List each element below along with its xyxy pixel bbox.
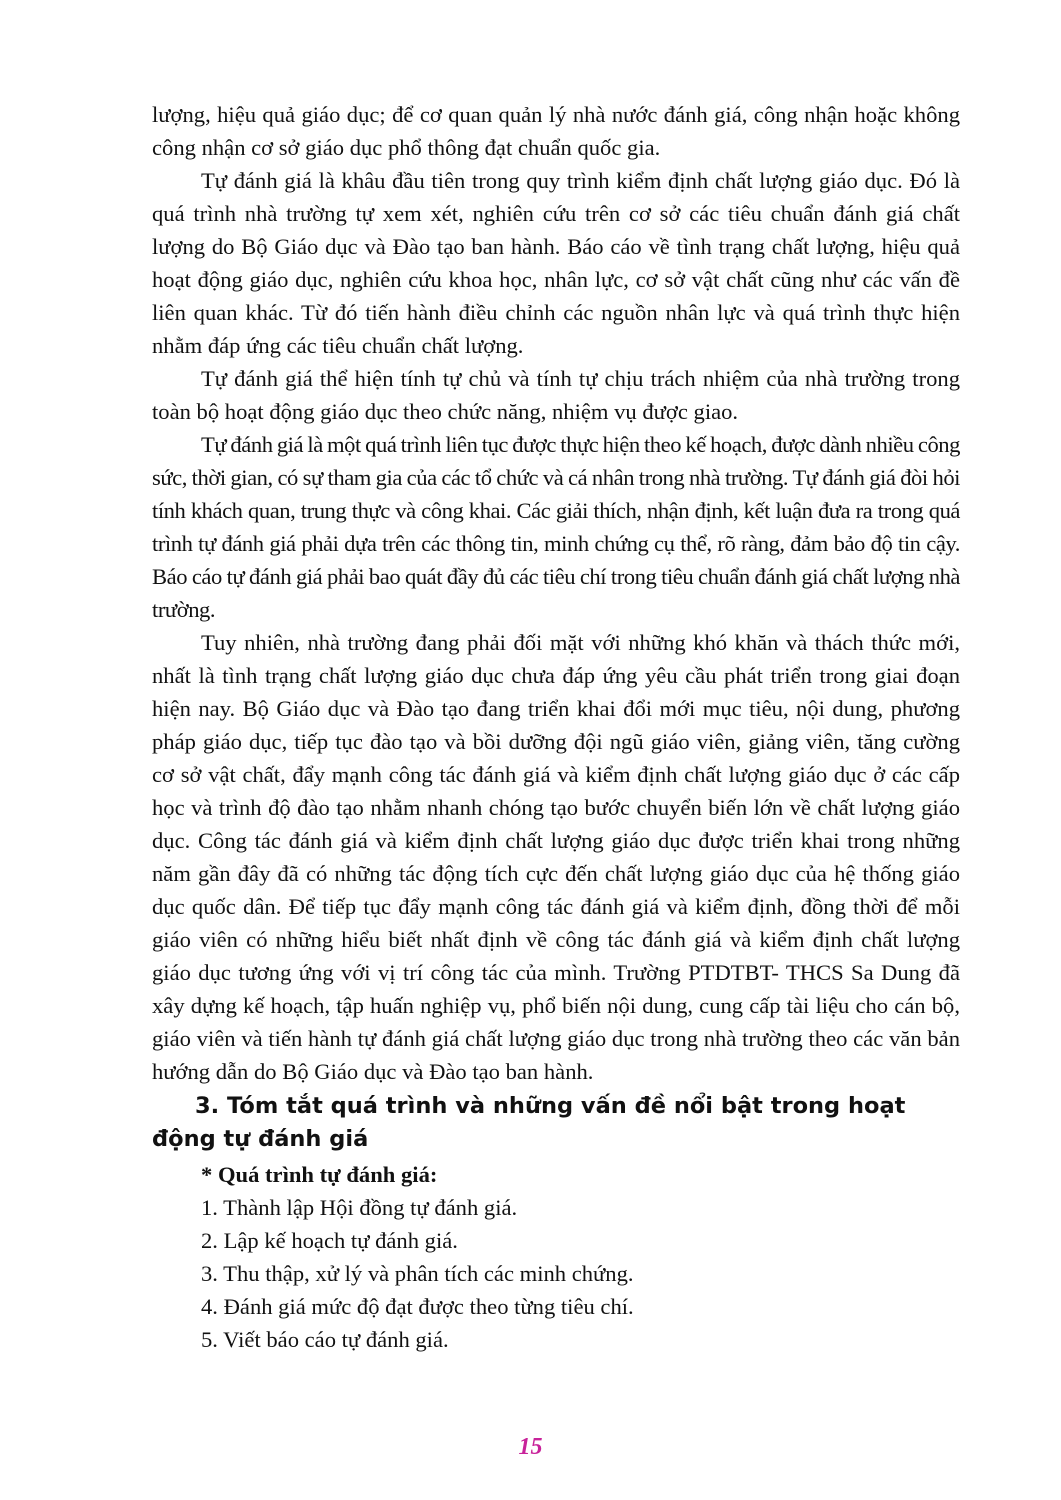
process-steps-list [152,1191,960,1356]
list-item: 3. Thu thập, xử lý và phân tích các minh chứng. [201,1261,634,1286]
paragraph-continuation: lượng, hiệu quả giáo dục; để cơ quan quản lý nhà nước đánh giá, công nhận hoặc không công nhận cơ sở giáo dục phổ thông đạt chuẩn quốc gia. [152,102,960,160]
list-item: 4. Đánh giá mức độ đạt được theo từng tiêu chí. [201,1294,634,1319]
list-item: 1. Thành lập Hội đồng tự đánh giá. [201,1195,518,1220]
document-page [152,98,960,1356]
paragraph-autonomy: Tự đánh giá thể hiện tính tự chủ và tính tự chịu trách nhiệm của nhà trường trong toàn bộ hoạt động giáo dục theo chức năng, nhiệm vụ được giao. [152,366,960,424]
paragraph-self-assessment-definition: Tự đánh giá là khâu đầu tiên trong quy trình kiểm định chất lượng giáo dục. Đó là quá trình nhà trường tự xem xét, nghiên cứu trên cơ sở các tiêu chuẩn đánh giá chất lượng do Bộ Giáo dục và Đào tạo ban hành. Báo cáo về tình trạng chất lượng, hiệu quả hoạt động giáo dục, nghiên cứu khoa học, nhân lực, cơ sở vật chất cũng như các vấn đề liên quan khác. Từ đó tiến hành điều chỉnh các nguồn nhân lực và quá trình thực hiện nhằm đáp ứng các tiêu chuẩn chất lượng. [152,168,960,358]
section-heading: 3. Tóm tắt quá trình và những vấn đề nổi bật trong hoạt động tự đánh giá [152,1093,906,1152]
list-item: 2. Lập kế hoạch tự đánh giá. [201,1228,458,1253]
process-subheading: * Quá trình tự đánh giá: [201,1162,438,1187]
list-item: 5. Viết báo cáo tự đánh giá. [201,1327,449,1352]
page-number: 15 [518,1434,543,1460]
paragraph-challenges: Tuy nhiên, nhà trường đang phải đối mặt với những khó khăn và thách thức mới, nhất là tình trạng chất lượng giáo dục chưa đáp ứng yêu cầu phát triển trong giai đoạn hiện nay. Bộ Giáo dục và Đào tạo đang triển khai đổi mới mục tiêu, nội dung, phương pháp giáo dục, tiếp tục đào tạo và bồi dưỡng đội ngũ giáo viên, giảng viên, tăng cường cơ sở vật chất, đẩy mạnh công tác đánh giá và kiểm định chất lượng giáo dục ở các cấp học và trình độ đào tạo nhằm nhanh chóng tạo bước chuyển biến lớn về chất lượng giáo dục. Công tác đánh giá và kiểm định chất lượng giáo dục được triển khai trong những năm gần đây đã có những tác động tích cực đến chất lượng giáo dục của hệ thống giáo dục quốc dân. Để tiếp tục đẩy mạnh công tác đánh giá và kiểm định, đồng thời để mỗi giáo viên có những hiểu biết nhất định về công tác đánh giá và kiểm định chất lượng giáo dục tương ứng với vị trí công tác của mình. Trường PTDTBT- THCS Sa Dung đã xây dựng kế hoạch, tập huấn nghiệp vụ, phổ biến nội dung, cung cấp tài liệu cho cán bộ, giáo viên và tiến hành tự đánh giá chất lượng giáo dục trong nhà trường theo các văn bản hướng dẫn do Bộ Giáo dục và Đào tạo ban hành. [152,630,960,1084]
paragraph-continuous-process: Tự đánh giá là một quá trình liên tục được thực hiện theo kế hoạch, được dành nhiều công sức, thời gian, có sự tham gia của các tổ chức và cá nhân trong nhà trường. Tự đánh giá đòi hỏi tính khách quan, trung thực và công khai. Các giải thích, nhận định, kết luận đưa ra trong quá trình tự đánh giá phải dựa trên các thông tin, minh chứng cụ thể, rõ ràng, đảm bảo độ tin cậy. Báo cáo tự đánh giá phải bao quát đầy đủ các tiêu chí trong tiêu chuẩn đánh giá chất lượng nhà trường. [152,432,960,622]
